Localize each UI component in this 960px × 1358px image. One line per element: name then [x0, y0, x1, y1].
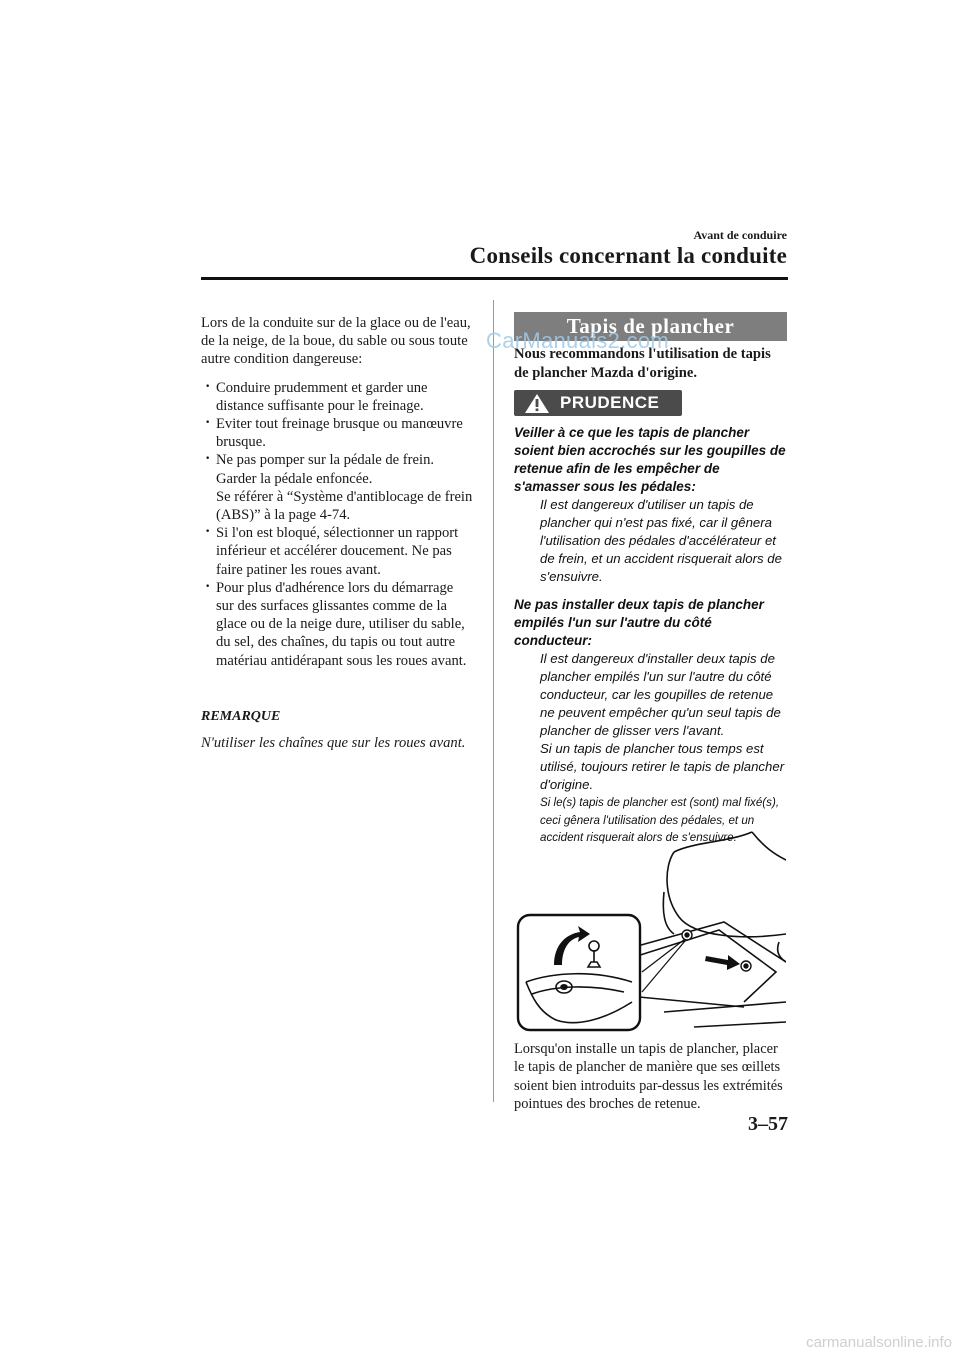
footer-watermark: carmanualsonline.info — [806, 1334, 952, 1351]
list-item: · Pour plus d'adhérence lors du démarrage sur des surfaces glissantes comme de la glace ou de la neige dure, utiliser du sable, du sel, des chaînes, du tapis ou tout autre matériau antidérapant sous les roues avant. — [201, 579, 473, 670]
abs-reference: Se référer à “Système d'antiblocage de frein (ABS)” à la page 4-74. — [216, 488, 473, 524]
caution-banner — [514, 390, 682, 416]
note-title: REMARQUE — [201, 708, 281, 724]
warning-block — [514, 424, 786, 847]
warning-triangle-icon — [524, 393, 550, 414]
driving-conditions-intro: Lors de la conduite sur de la glace ou de l'eau, de la neige, de la boue, du sable ou sous toute autre condition dangereuse: — [201, 315, 471, 368]
figure-caption: Lorsqu'on installe un tapis de plancher, placer le tapis de plancher de manière que ses œillets soient bien introduits par-dessus les extrémités pointues des broches de retenue. — [514, 1041, 783, 1112]
caution-label: PRUDENCE — [560, 393, 660, 412]
tips-list — [201, 379, 473, 670]
chapter-title: Conseils concernant la conduite — [469, 243, 787, 268]
list-item: · Ne pas pomper sur la pédale de frein. Garder la pédale enfoncée. Se référer à “Système d'antiblocage de frein (ABS)” à la page 4-74. — [201, 451, 473, 524]
warning-heading: Ne pas installer deux tapis de plancher empilés l'un sur l'autre du côté conducteur: — [514, 597, 764, 648]
watermark-text: CarManuals2.com — [486, 328, 670, 353]
column-divider — [493, 300, 494, 1102]
floor-mat-illustration — [514, 822, 786, 1032]
note-text: N'utiliser les chaînes que sur les roues avant. — [201, 735, 466, 752]
warning-text: Il est dangereux d'installer deux tapis de plancher empilés l'un sur l'autre du côté conducteur, car les goupilles de retenue ne peuvent empêcher qu'un seul tapis de plancher de glisser vers l'avant. — [540, 651, 781, 738]
list-item: · Si l'on est bloqué, sélectionner un rapport inférieur et accélérer doucement. Ne pas faire patiner les roues avant. — [201, 524, 473, 579]
header-rule — [201, 277, 788, 280]
section-label: Avant de conduire — [693, 228, 787, 242]
left-column — [201, 314, 473, 752]
floor-mat-intro: Nous recommandons l'utilisation de tapis de plancher Mazda d'origine. — [514, 346, 771, 381]
section-band-title: Tapis de plancher — [514, 312, 787, 341]
warning-text: Si un tapis de plancher tous temps est utilisé, toujours retirer le tapis de plancher d'origine. — [540, 741, 785, 792]
warning-heading: Veiller à ce que les tapis de plancher soient bien accrochés sur les goupilles de retenue afin de les empêcher de s'amasser sous les pédales: — [514, 425, 786, 494]
list-item: · Eviter tout freinage brusque ou manœuvre brusque. — [201, 415, 473, 451]
list-item: · Conduire prudemment et garder une distance suffisante pour le freinage. — [201, 379, 473, 415]
warning-text: Il est dangereux d'utiliser un tapis de plancher qui n'est pas fixé, car il gênera l'utilisation des pédales d'accélérateur et de frein, et un accident risquerait alors de s'ensuivre. — [540, 497, 782, 584]
page-number: 3–57 — [748, 1113, 788, 1135]
warning-small-text: Si le(s) tapis de plancher est (sont) mal fixé(s), ceci gênera l'utilisation des pédales, et un accident risquerait alors de s'ensuivre. — [540, 796, 780, 844]
